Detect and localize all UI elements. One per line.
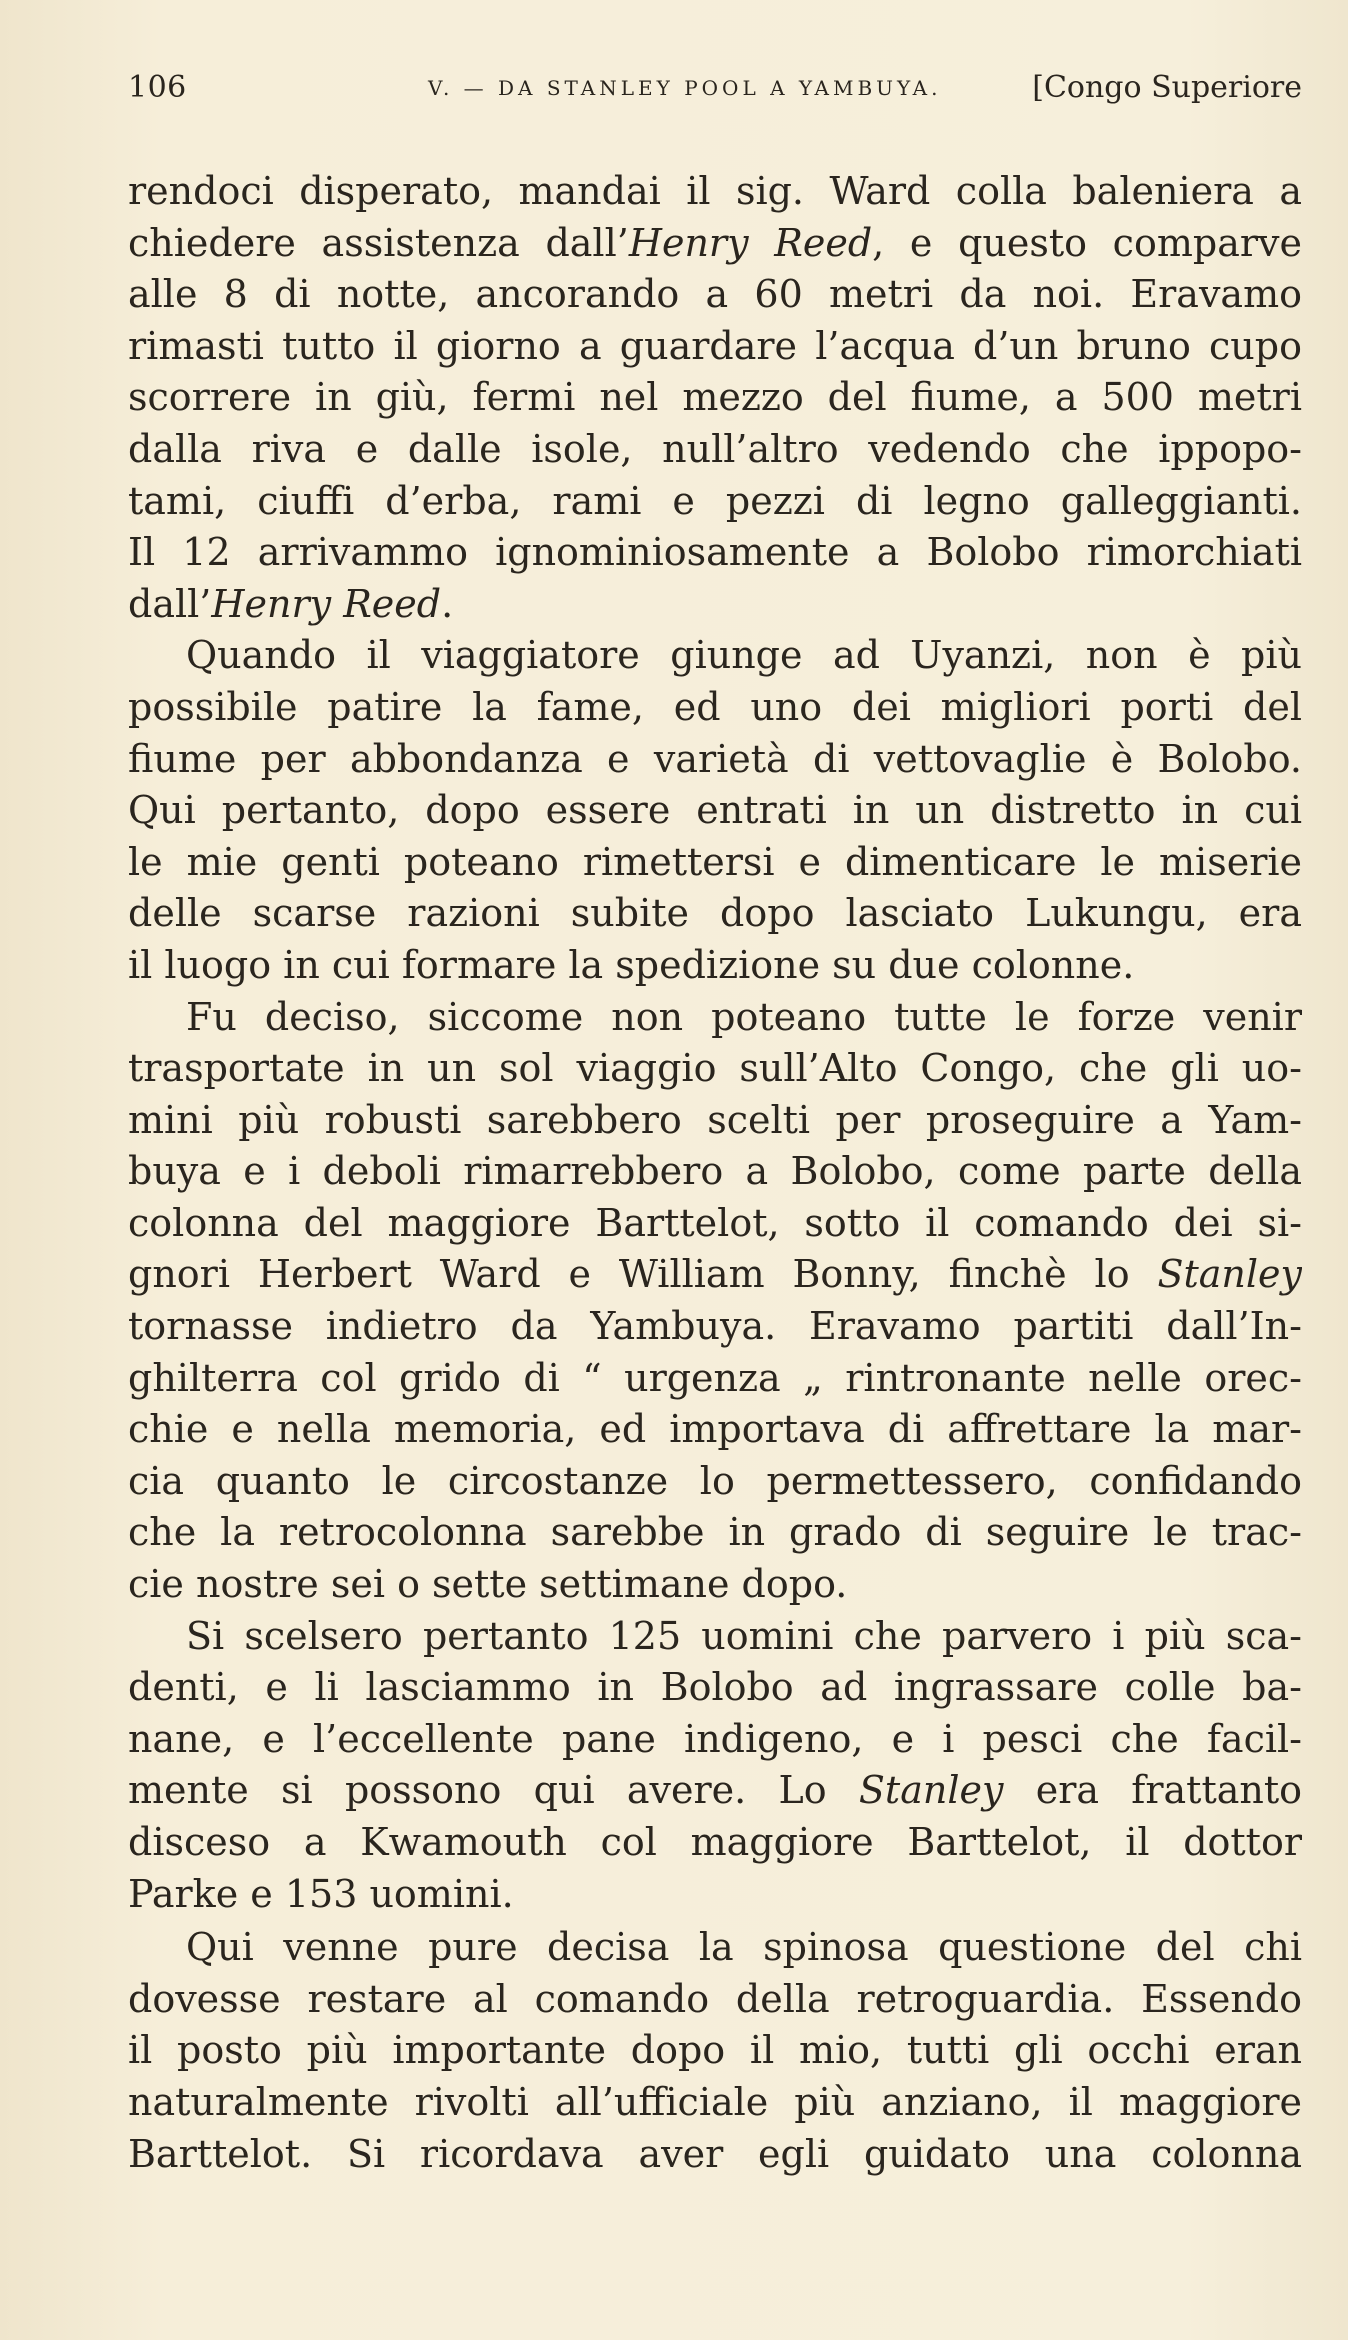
text-line: denti, e li lasciammo in Bolobo ad ingrassare colle ba- bbox=[128, 1665, 1302, 1710]
text-line: dalla riva e dalle isole, null’altro vedendo che ippopo- bbox=[128, 426, 1302, 471]
text-line: mini più robusti sarebbero scelti per proseguire a Yam- bbox=[128, 1097, 1302, 1142]
ship-name: Henry Reed bbox=[211, 581, 442, 626]
text-line: delle scarse razioni subite dopo lasciato Lukungu, era bbox=[128, 891, 1302, 936]
text-line: il posto più importante dopo il mio, tutti gli occhi eran bbox=[128, 2028, 1302, 2073]
text-line: rimasti tutto il giorno a guardare l’acqua d’un bruno cupo bbox=[128, 323, 1302, 368]
text-line: ghilterra col grido di “ urgenza „ rintronante nelle orec- bbox=[128, 1355, 1302, 1400]
text-line: trasportate in un sol viaggio sull’Alto Congo, che gli uo- bbox=[128, 1046, 1302, 1091]
text-line: scorrere in giù, fermi nel mezzo del fiume, a 500 metri bbox=[128, 375, 1302, 420]
text-line: possibile patire la fame, ed uno dei migliori porti del bbox=[128, 684, 1302, 729]
text-line: colonna del maggiore Barttelot, sotto il comando dei si- bbox=[128, 1200, 1302, 1245]
paragraph-first-line: Qui venne pure decisa la spinosa questione del chi bbox=[186, 1925, 1302, 1970]
text-line: le mie genti poteano rimettersi e dimenticare le miserie bbox=[128, 839, 1302, 884]
text-line: Barttelot. Si ricordava aver egli guidato una colonna bbox=[128, 2131, 1302, 2176]
text-line: Parke e 153 uomini. bbox=[128, 1871, 514, 1916]
text-line: naturalmente rivolti all’ufficiale più anziano, il maggiore bbox=[128, 2079, 1302, 2124]
body-text bbox=[128, 166, 1302, 2180]
text-line: il luogo in cui formare la spedizione su due colonne. bbox=[128, 942, 1135, 987]
text-line: tami, ciuffi d’erba, rami e pezzi di legno galleggianti. bbox=[128, 478, 1302, 523]
text-line: dall’Henry Reed. bbox=[128, 581, 454, 626]
text-line: mente si possono qui avere. Lo Stanley era frattanto bbox=[128, 1768, 1302, 1813]
chapter-title: V. — DA STANLEY POOL A YAMBUYA. bbox=[428, 76, 942, 100]
ship-name: Stanley bbox=[1157, 1252, 1302, 1297]
text-line: Il 12 arrivammo ignominiosamente a Bolobo rimorchiati bbox=[128, 530, 1302, 575]
text-line: chie e nella memoria, ed importava di affrettare la mar- bbox=[128, 1407, 1302, 1452]
text-line: cia quanto le circostanze lo permettessero, confidando bbox=[128, 1458, 1302, 1503]
paragraph-first-line: Quando il viaggiatore giunge ad Uyanzi, non è più bbox=[186, 633, 1302, 678]
text-line: dovesse restare al comando della retroguardia. Essendo bbox=[128, 1976, 1302, 2021]
text-line: cie nostre sei o sette settimane dopo. bbox=[128, 1562, 848, 1607]
text-line: disceso a Kwamouth col maggiore Barttelot, il dottor bbox=[128, 1820, 1302, 1864]
text-line: alle 8 di notte, ancorando a 60 metri da noi. Eravamo bbox=[128, 272, 1302, 317]
text-line: fiume per abbondanza e varietà di vettovaglie è Bolobo. bbox=[128, 736, 1302, 781]
text-line: gnori Herbert Ward e William Bonny, finchè lo Stanley bbox=[128, 1252, 1302, 1297]
ship-name: Stanley bbox=[858, 1768, 1004, 1813]
text-line: buya e i deboli rimarrebbero a Bolobo, come parte della bbox=[128, 1149, 1302, 1194]
text-line: tornasse indietro da Yambuya. Eravamo partiti dall’In- bbox=[128, 1304, 1302, 1349]
paragraph-first-line: Si scelsero pertanto 125 uomini che parvero i più sca- bbox=[186, 1613, 1302, 1658]
section-tag: [Congo Superiore bbox=[1032, 70, 1302, 105]
page-number: 106 bbox=[128, 70, 187, 105]
paragraph-first-line: Fu deciso, siccome non poteano tutte le forze venir bbox=[186, 994, 1302, 1039]
running-head bbox=[128, 58, 1302, 118]
text-line: nane, e l’eccellente pane indigeno, e i pesci che facil- bbox=[128, 1716, 1302, 1761]
text-line: chiedere assistenza dall’Henry Reed, e questo comparve bbox=[128, 220, 1302, 265]
text-line: che la retrocolonna sarebbe in grado di seguire le trac- bbox=[128, 1510, 1302, 1555]
ship-name: Henry Reed bbox=[628, 220, 873, 265]
text-line: Qui pertanto, dopo essere entrati in un distretto in cui bbox=[128, 788, 1302, 833]
text-line: rendoci disperato, mandai il sig. Ward colla baleniera a bbox=[128, 169, 1302, 213]
